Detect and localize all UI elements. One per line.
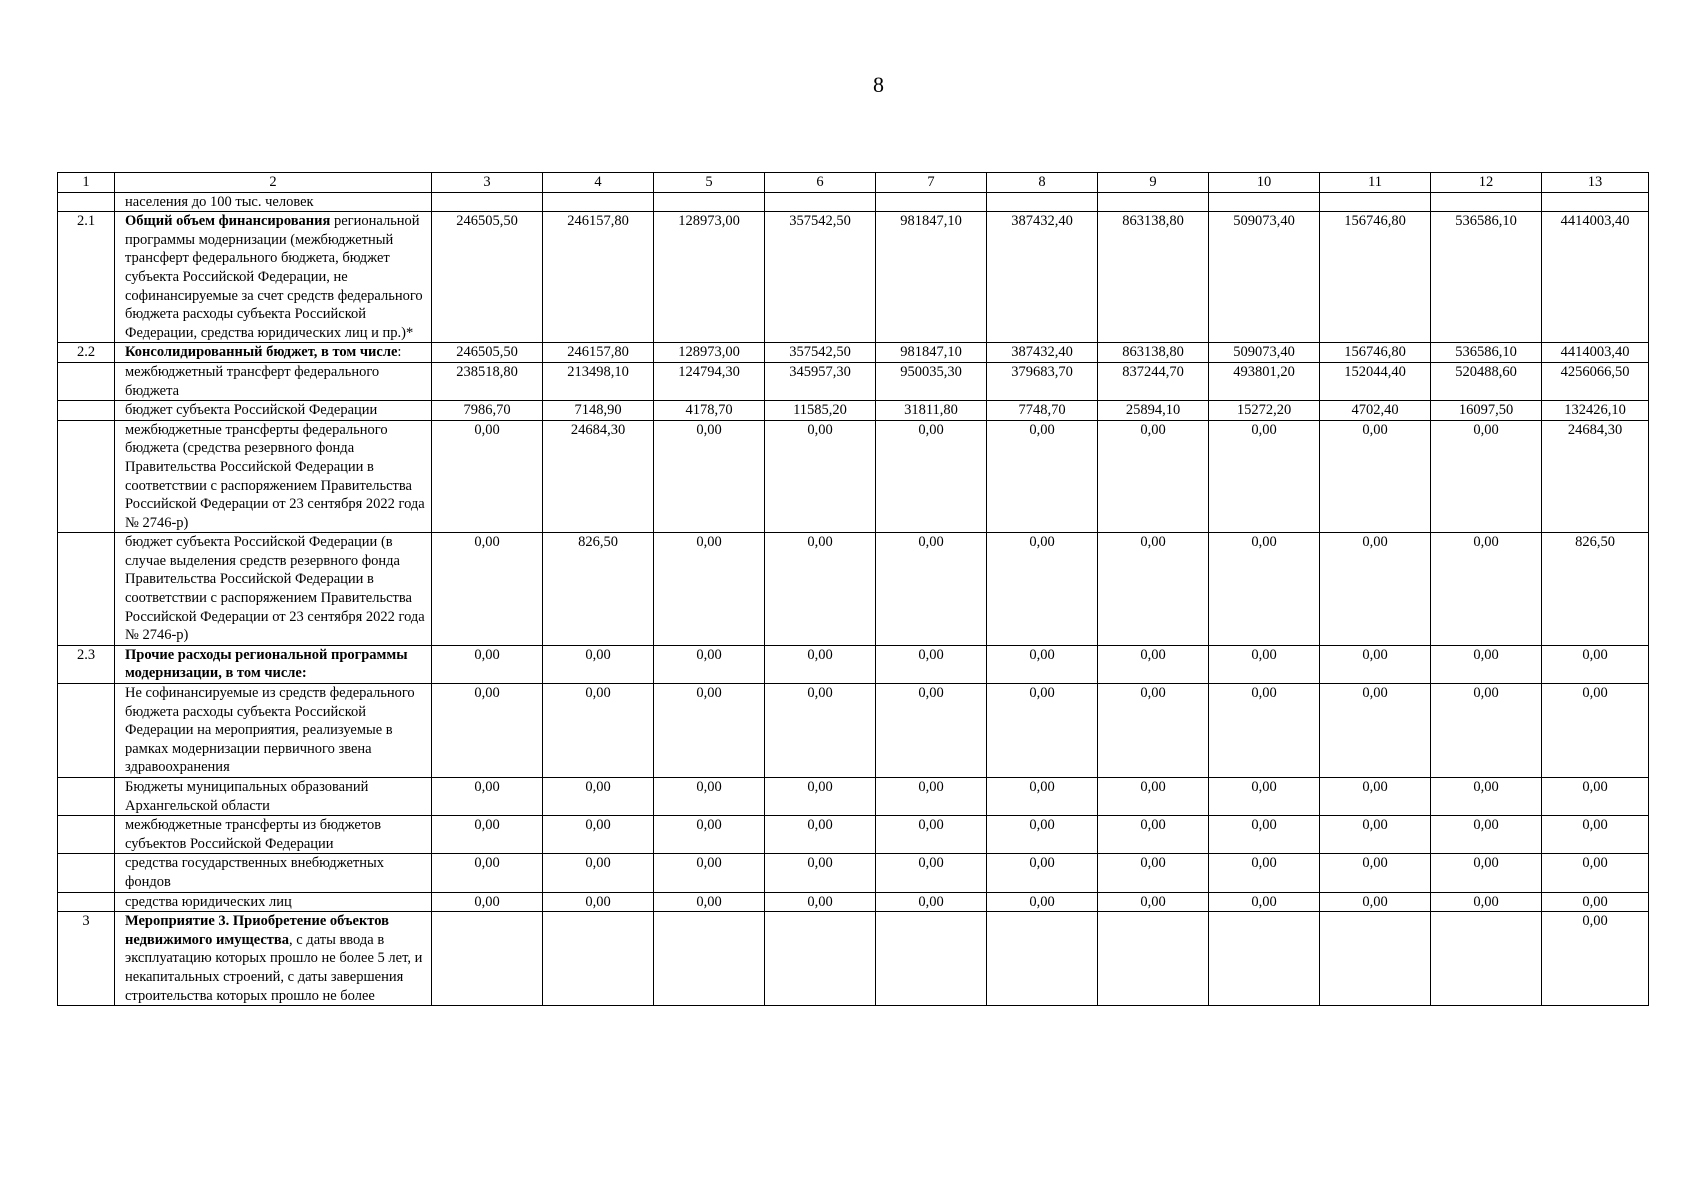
value-cell-col-13: 0,00 (1542, 645, 1649, 683)
value-cell-col-10: 0,00 (1209, 778, 1320, 816)
value-cell-col-11: 156746,80 (1320, 212, 1431, 343)
value-cell-col-11: 156746,80 (1320, 343, 1431, 363)
value-cell-col-12: 0,00 (1431, 778, 1542, 816)
value-cell-col-7: 31811,80 (876, 401, 987, 421)
value-cell-col-6: 357542,50 (765, 343, 876, 363)
value-cell-col-13: 0,00 (1542, 854, 1649, 892)
value-cell-col-8: 0,00 (987, 816, 1098, 854)
row-number (58, 684, 115, 778)
row-description (115, 778, 432, 816)
row-description-bold: Консолидированный бюджет, в том числе (125, 344, 398, 361)
table-row (58, 645, 1649, 683)
value-cell-col-5 (654, 912, 765, 1006)
value-cell-col-11: 0,00 (1320, 892, 1431, 912)
value-cell-col-9 (1098, 192, 1209, 212)
value-cell-col-7: 981847,10 (876, 212, 987, 343)
value-cell-col-7: 981847,10 (876, 343, 987, 363)
column-header-6: 6 (765, 173, 876, 193)
row-description (115, 684, 432, 778)
value-cell-col-12: 0,00 (1431, 533, 1542, 646)
value-cell-col-10: 0,00 (1209, 854, 1320, 892)
value-cell-col-4: 0,00 (543, 854, 654, 892)
value-cell-col-5: 0,00 (654, 778, 765, 816)
row-description-bold: Общий объем финансирования (125, 213, 331, 230)
value-cell-col-3: 0,00 (432, 645, 543, 683)
value-cell-col-6: 357542,50 (765, 212, 876, 343)
value-cell-col-4 (543, 912, 654, 1006)
column-header-4: 4 (543, 173, 654, 193)
value-cell-col-4: 0,00 (543, 778, 654, 816)
value-cell-col-3: 0,00 (432, 420, 543, 533)
row-description (115, 362, 432, 400)
value-cell-col-4: 0,00 (543, 684, 654, 778)
value-cell-col-8: 7748,70 (987, 401, 1098, 421)
value-cell-col-5: 0,00 (654, 892, 765, 912)
row-description-text: : (397, 344, 402, 361)
table-row (58, 362, 1649, 400)
row-description-text: межбюджетные трансферты федерального бюджета (средства резервного фонда Правительства Российской Федерации в соответствии с распоряжением Правительства Российской Федерации от 23 сентября 2022 года № 2746-р) (125, 421, 425, 531)
row-description-text: средства юридических лиц (125, 893, 292, 910)
value-cell-col-7: 0,00 (876, 778, 987, 816)
value-cell-col-5: 0,00 (654, 645, 765, 683)
row-description-text: средства государственных внебюджетных фондов (125, 855, 384, 890)
value-cell-col-10: 0,00 (1209, 892, 1320, 912)
column-header-3: 3 (432, 173, 543, 193)
column-header-10: 10 (1209, 173, 1320, 193)
value-cell-col-4: 7148,90 (543, 401, 654, 421)
table-row (58, 343, 1649, 363)
value-cell-col-12: 536586,10 (1431, 212, 1542, 343)
row-number: 2.1 (58, 212, 115, 343)
row-description (115, 420, 432, 533)
column-header-8: 8 (987, 173, 1098, 193)
row-description (115, 892, 432, 912)
value-cell-col-8: 0,00 (987, 645, 1098, 683)
value-cell-col-13: 132426,10 (1542, 401, 1649, 421)
value-cell-col-11 (1320, 912, 1431, 1006)
value-cell-col-13: 0,00 (1542, 816, 1649, 854)
value-cell-col-5: 128973,00 (654, 212, 765, 343)
column-header-5: 5 (654, 173, 765, 193)
value-cell-col-3 (432, 912, 543, 1006)
value-cell-col-13: 0,00 (1542, 778, 1649, 816)
value-cell-col-13: 4256066,50 (1542, 362, 1649, 400)
value-cell-col-11: 0,00 (1320, 533, 1431, 646)
value-cell-col-8 (987, 912, 1098, 1006)
value-cell-col-3: 0,00 (432, 892, 543, 912)
value-cell-col-6 (765, 912, 876, 1006)
value-cell-col-5: 0,00 (654, 420, 765, 533)
value-cell-col-10: 0,00 (1209, 420, 1320, 533)
row-description-text: межбюджетный трансферт федерального бюджета (125, 363, 380, 399)
value-cell-col-5: 128973,00 (654, 343, 765, 363)
value-cell-col-13: 4414003,40 (1542, 343, 1649, 363)
value-cell-col-8: 0,00 (987, 854, 1098, 892)
value-cell-col-9: 863138,80 (1098, 212, 1209, 343)
table-body (58, 192, 1649, 1006)
value-cell-col-11: 0,00 (1320, 816, 1431, 854)
row-description (115, 533, 432, 646)
row-description (115, 854, 432, 892)
value-cell-col-11: 0,00 (1320, 778, 1431, 816)
value-cell-col-9: 0,00 (1098, 854, 1209, 892)
value-cell-col-6: 0,00 (765, 645, 876, 683)
value-cell-col-6: 0,00 (765, 892, 876, 912)
row-description-text: Бюджеты муниципальных образований Архангельской области (125, 779, 369, 814)
value-cell-col-5 (654, 192, 765, 212)
value-cell-col-9: 863138,80 (1098, 343, 1209, 363)
value-cell-col-9: 0,00 (1098, 645, 1209, 683)
value-cell-col-8: 0,00 (987, 778, 1098, 816)
value-cell-col-13: 0,00 (1542, 892, 1649, 912)
table-row (58, 892, 1649, 912)
value-cell-col-8: 379683,70 (987, 362, 1098, 400)
column-header-12: 12 (1431, 173, 1542, 193)
value-cell-col-6: 0,00 (765, 533, 876, 646)
table-row (58, 816, 1649, 854)
value-cell-col-9: 0,00 (1098, 420, 1209, 533)
value-cell-col-3 (432, 192, 543, 212)
value-cell-col-5: 4178,70 (654, 401, 765, 421)
value-cell-col-11: 0,00 (1320, 645, 1431, 683)
column-header-2: 2 (115, 173, 432, 193)
value-cell-col-3: 238518,80 (432, 362, 543, 400)
value-cell-col-5: 0,00 (654, 533, 765, 646)
table-row (58, 854, 1649, 892)
value-cell-col-10: 15272,20 (1209, 401, 1320, 421)
value-cell-col-10: 0,00 (1209, 533, 1320, 646)
value-cell-col-6: 0,00 (765, 854, 876, 892)
value-cell-col-10: 509073,40 (1209, 212, 1320, 343)
value-cell-col-7: 0,00 (876, 892, 987, 912)
value-cell-col-12: 536586,10 (1431, 343, 1542, 363)
row-number (58, 192, 115, 212)
value-cell-col-4: 213498,10 (543, 362, 654, 400)
value-cell-col-10: 0,00 (1209, 816, 1320, 854)
value-cell-col-3: 0,00 (432, 854, 543, 892)
value-cell-col-3: 0,00 (432, 778, 543, 816)
row-description (115, 212, 432, 343)
value-cell-col-8: 0,00 (987, 892, 1098, 912)
value-cell-col-12: 0,00 (1431, 892, 1542, 912)
column-header-11: 11 (1320, 173, 1431, 193)
value-cell-col-9 (1098, 912, 1209, 1006)
value-cell-col-4: 826,50 (543, 533, 654, 646)
row-number: 2.2 (58, 343, 115, 363)
header-row (58, 173, 1649, 193)
value-cell-col-10: 0,00 (1209, 645, 1320, 683)
column-header-9: 9 (1098, 173, 1209, 193)
value-cell-col-4: 24684,30 (543, 420, 654, 533)
table-row (58, 533, 1649, 646)
row-description (115, 912, 432, 1006)
value-cell-col-11 (1320, 192, 1431, 212)
value-cell-col-12 (1431, 192, 1542, 212)
value-cell-col-7: 950035,30 (876, 362, 987, 400)
value-cell-col-12: 0,00 (1431, 854, 1542, 892)
column-header-1: 1 (58, 173, 115, 193)
financing-table (57, 172, 1649, 1006)
row-number: 3 (58, 912, 115, 1006)
value-cell-col-6: 0,00 (765, 778, 876, 816)
value-cell-col-3: 246505,50 (432, 212, 543, 343)
row-description (115, 343, 432, 363)
table-row (58, 912, 1649, 1006)
value-cell-col-11: 0,00 (1320, 684, 1431, 778)
value-cell-col-11: 0,00 (1320, 854, 1431, 892)
value-cell-col-4: 0,00 (543, 892, 654, 912)
value-cell-col-12: 16097,50 (1431, 401, 1542, 421)
row-number (58, 816, 115, 854)
value-cell-col-6 (765, 192, 876, 212)
row-number: 2.3 (58, 645, 115, 683)
value-cell-col-8 (987, 192, 1098, 212)
row-number (58, 533, 115, 646)
value-cell-col-7: 0,00 (876, 645, 987, 683)
value-cell-col-10 (1209, 192, 1320, 212)
value-cell-col-6: 345957,30 (765, 362, 876, 400)
value-cell-col-13 (1542, 192, 1649, 212)
row-description-text: населения до 100 тыс. человек (125, 193, 314, 210)
value-cell-col-11: 0,00 (1320, 420, 1431, 533)
value-cell-col-12 (1431, 912, 1542, 1006)
value-cell-col-8: 387432,40 (987, 212, 1098, 343)
value-cell-col-6: 11585,20 (765, 401, 876, 421)
row-description-text: региональной программы модернизации (межбюджетный трансферт федерального бюджета, бюджет субъекта Российской Федерации, не софинансируемые за счет средств федерального бюджета расходы субъекта Российской Федерации, средства юридических лиц и пр.)* (125, 213, 423, 341)
value-cell-col-3: 0,00 (432, 684, 543, 778)
value-cell-col-9: 0,00 (1098, 816, 1209, 854)
row-number (58, 420, 115, 533)
value-cell-col-6: 0,00 (765, 684, 876, 778)
value-cell-col-4 (543, 192, 654, 212)
value-cell-col-5: 124794,30 (654, 362, 765, 400)
value-cell-col-3: 0,00 (432, 533, 543, 646)
value-cell-col-12: 520488,60 (1431, 362, 1542, 400)
value-cell-col-9: 837244,70 (1098, 362, 1209, 400)
table-row (58, 778, 1649, 816)
value-cell-col-6: 0,00 (765, 420, 876, 533)
value-cell-col-12: 0,00 (1431, 684, 1542, 778)
row-description (115, 192, 432, 212)
row-description-text: , с даты ввода в эксплуатацию которых прошло не более 5 лет, и некапитальных строений, с даты завершения строительства которых прошло не более (125, 931, 423, 1004)
value-cell-col-13: 24684,30 (1542, 420, 1649, 533)
value-cell-col-9: 0,00 (1098, 892, 1209, 912)
value-cell-col-5: 0,00 (654, 854, 765, 892)
table-row (58, 420, 1649, 533)
value-cell-col-13: 0,00 (1542, 684, 1649, 778)
row-number (58, 854, 115, 892)
row-description-text: Не софинансируемые из средств федерального бюджета расходы субъекта Российской Федерации на мероприятия, реализуемые в рамках модернизации первичного звена здравоохранения (125, 685, 415, 776)
column-header-7: 7 (876, 173, 987, 193)
value-cell-col-3: 0,00 (432, 816, 543, 854)
table-row (58, 212, 1649, 343)
value-cell-col-3: 7986,70 (432, 401, 543, 421)
value-cell-col-7: 0,00 (876, 854, 987, 892)
value-cell-col-3: 246505,50 (432, 343, 543, 363)
value-cell-col-8: 0,00 (987, 420, 1098, 533)
value-cell-col-10: 493801,20 (1209, 362, 1320, 400)
row-description-bold: Прочие расходы региональной программы модернизации, в том числе: (125, 646, 408, 682)
row-description (115, 645, 432, 683)
value-cell-col-11: 4702,40 (1320, 401, 1431, 421)
value-cell-col-7: 0,00 (876, 684, 987, 778)
value-cell-col-13: 4414003,40 (1542, 212, 1649, 343)
value-cell-col-8: 0,00 (987, 533, 1098, 646)
value-cell-col-7: 0,00 (876, 420, 987, 533)
value-cell-col-9: 0,00 (1098, 533, 1209, 646)
value-cell-col-7: 0,00 (876, 533, 987, 646)
value-cell-col-8: 0,00 (987, 684, 1098, 778)
value-cell-col-4: 246157,80 (543, 343, 654, 363)
row-description (115, 401, 432, 421)
row-number (58, 778, 115, 816)
value-cell-col-9: 0,00 (1098, 684, 1209, 778)
value-cell-col-9: 0,00 (1098, 778, 1209, 816)
table-row (58, 401, 1649, 421)
value-cell-col-11: 152044,40 (1320, 362, 1431, 400)
value-cell-col-12: 0,00 (1431, 816, 1542, 854)
table-row (58, 192, 1649, 212)
value-cell-col-7 (876, 912, 987, 1006)
value-cell-col-7: 0,00 (876, 816, 987, 854)
row-number (58, 362, 115, 400)
value-cell-col-12: 0,00 (1431, 420, 1542, 533)
value-cell-col-10: 0,00 (1209, 684, 1320, 778)
row-number (58, 892, 115, 912)
value-cell-col-5: 0,00 (654, 816, 765, 854)
value-cell-col-5: 0,00 (654, 684, 765, 778)
row-description-text: бюджет субъекта Российской Федерации (125, 402, 378, 419)
table-row (58, 684, 1649, 778)
row-description (115, 816, 432, 854)
row-description-bold: Мероприятие 3. Приобретение объектов недвижимого имущества (125, 913, 389, 948)
value-cell-col-7 (876, 192, 987, 212)
value-cell-col-13: 826,50 (1542, 533, 1649, 646)
value-cell-col-6: 0,00 (765, 816, 876, 854)
page-number: 8 (873, 72, 884, 97)
value-cell-col-9: 25894,10 (1098, 401, 1209, 421)
value-cell-col-13: 0,00 (1542, 912, 1649, 1006)
value-cell-col-8: 387432,40 (987, 343, 1098, 363)
value-cell-col-12: 0,00 (1431, 645, 1542, 683)
row-description-text: межбюджетные трансферты из бюджетов субъектов Российской Федерации (125, 817, 382, 852)
row-number (58, 401, 115, 421)
row-description-text: бюджет субъекта Российской Федерации (в случае выделения средств резервного фонда Правительства Российской Федерации в соответствии с распоряжением Правительства Российской Федерации от 23 сентября 2022 года № 2746-р) (125, 534, 425, 644)
value-cell-col-10: 509073,40 (1209, 343, 1320, 363)
value-cell-col-10 (1209, 912, 1320, 1006)
value-cell-col-4: 246157,80 (543, 212, 654, 343)
column-header-13: 13 (1542, 173, 1649, 193)
value-cell-col-4: 0,00 (543, 645, 654, 683)
value-cell-col-4: 0,00 (543, 816, 654, 854)
